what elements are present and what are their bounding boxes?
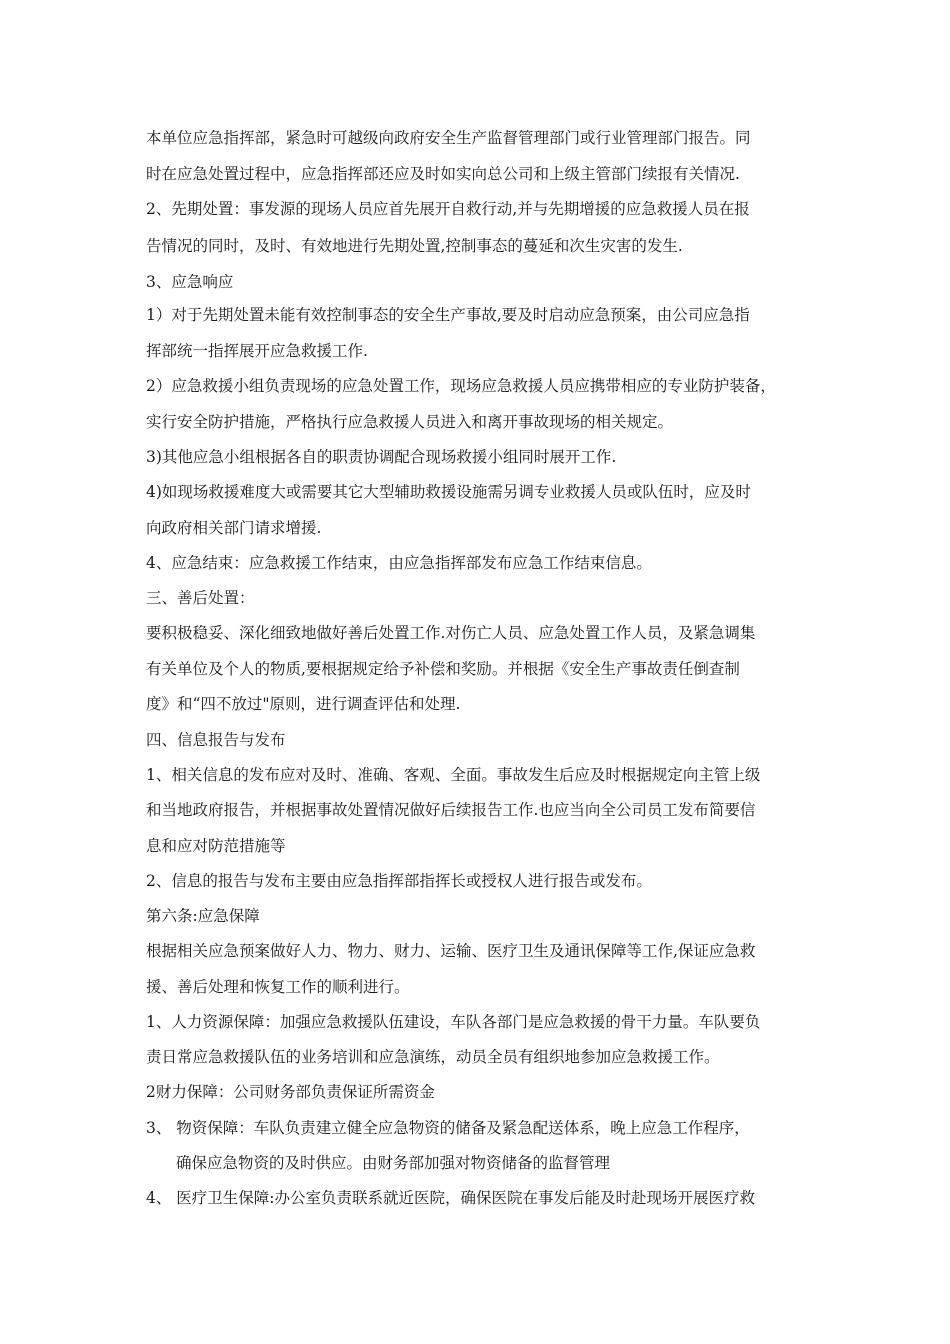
text-line: 1、人力资源保障：加强应急救援队伍建设，车队各部门是应急救援的骨干力量。车队要负 [146, 1013, 761, 1031]
text-line: 3)其他应急小组根据各自的职责协调配合现场救援小组同时展开工作. [146, 448, 617, 466]
text-line: 2财力保障：公司财务部负责保证所需资金 [146, 1083, 435, 1101]
text-line: 确保应急物资的及时供应。由财务部加强对物资储备的监督管理 [176, 1154, 611, 1172]
text-line: 告情况的同时，及时、有效地进行先期处置,控制事态的蔓延和次生灾害的发生. [146, 237, 683, 255]
text-line: 根据相关应急预案做好人力、物力、财力、运输、医疗卫生及通讯保障等工作,保证应急救 [146, 942, 756, 960]
text-line: 本单位应急指挥部，紧急时可越级向政府安全生产监督管理部门或行业管理部门报告。同 [146, 129, 751, 147]
text-line: 2）应急救援小组负责现场的应急处置工作，现场应急救援人员应携带相应的专业防护装备， [146, 377, 776, 395]
text-line: 时在应急处置过程中，应急指挥部还应及时如实向总公司和上级主管部门续报有关情况. [146, 165, 740, 183]
section-heading: 3、应急响应 [146, 273, 234, 291]
text-line: 和当地政府报告，并根据事故处置情况做好后续报告工作.也应当向全公司员工发布简要信 [146, 801, 756, 819]
text-line: 3、 物资保障：车队负责建立健全应急物资的储备及紧急配送体系，晚上应急工作程序， [146, 1119, 750, 1137]
text-line: 有关单位及个人的物质,要根据规定给予补偿和奖励。并根据《安全生产事故责任倒查制 [146, 660, 740, 678]
text-line: 息和应对防范措施等 [146, 837, 286, 855]
text-line: 援、善后处理和恢复工作的顺利进行。 [146, 978, 410, 996]
text-line: 要积极稳妥、深化细致地做好善后处置工作.对伤亡人员、应急处置工作人员，及紧急调集 [146, 624, 756, 642]
text-line: 度》和“四不放过"原则，进行调查评估和处理. [146, 695, 461, 713]
text-line: 1、相关信息的发布应对及时、准确、客观、全面。事故发生后应及时根据规定向主管上级 [146, 766, 761, 784]
text-line: 2、信息的报告与发布主要由应急指挥部指挥长或授权人进行报告或发布。 [146, 872, 652, 890]
text-line: 4、应急结束：应急救援工作结束，由应急指挥部发布应急工作结束信息。 [146, 554, 652, 572]
section-heading: 第六条:应急保障 [146, 907, 260, 925]
text-line: 实行安全防护措施，严格执行应急救援人员进入和离开事故现场的相关规定。 [146, 413, 674, 431]
text-line: 向政府相关部门请求增援. [146, 519, 322, 537]
text-line: 1）对于先期处置未能有效控制事态的安全生产事故,要及时启动应急预案，由公司应急指 [146, 306, 750, 324]
text-line: 2、先期处置：事发源的现场人员应首先展开自救行动,并与先期增援的应急救援人员在报 [146, 200, 750, 218]
text-line: 4)如现场救援难度大或需要其它大型辅助救援设施需另调专业救援人员或队伍时，应及时 [146, 483, 751, 501]
section-heading: 三、善后处置： [146, 589, 255, 607]
text-line: 责日常应急救援队伍的业务培训和应急演练，动员全员有组织地参加应急救援工作。 [146, 1048, 720, 1066]
text-line: 挥部统一指挥展开应急救援工作. [146, 342, 368, 360]
section-heading: 四、信息报告与发布 [146, 731, 286, 749]
text-line: 4、 医疗卫生保障:办公室负责联系就近医院，确保医院在事发后能及时赴现场开展医疗救 [146, 1189, 756, 1207]
